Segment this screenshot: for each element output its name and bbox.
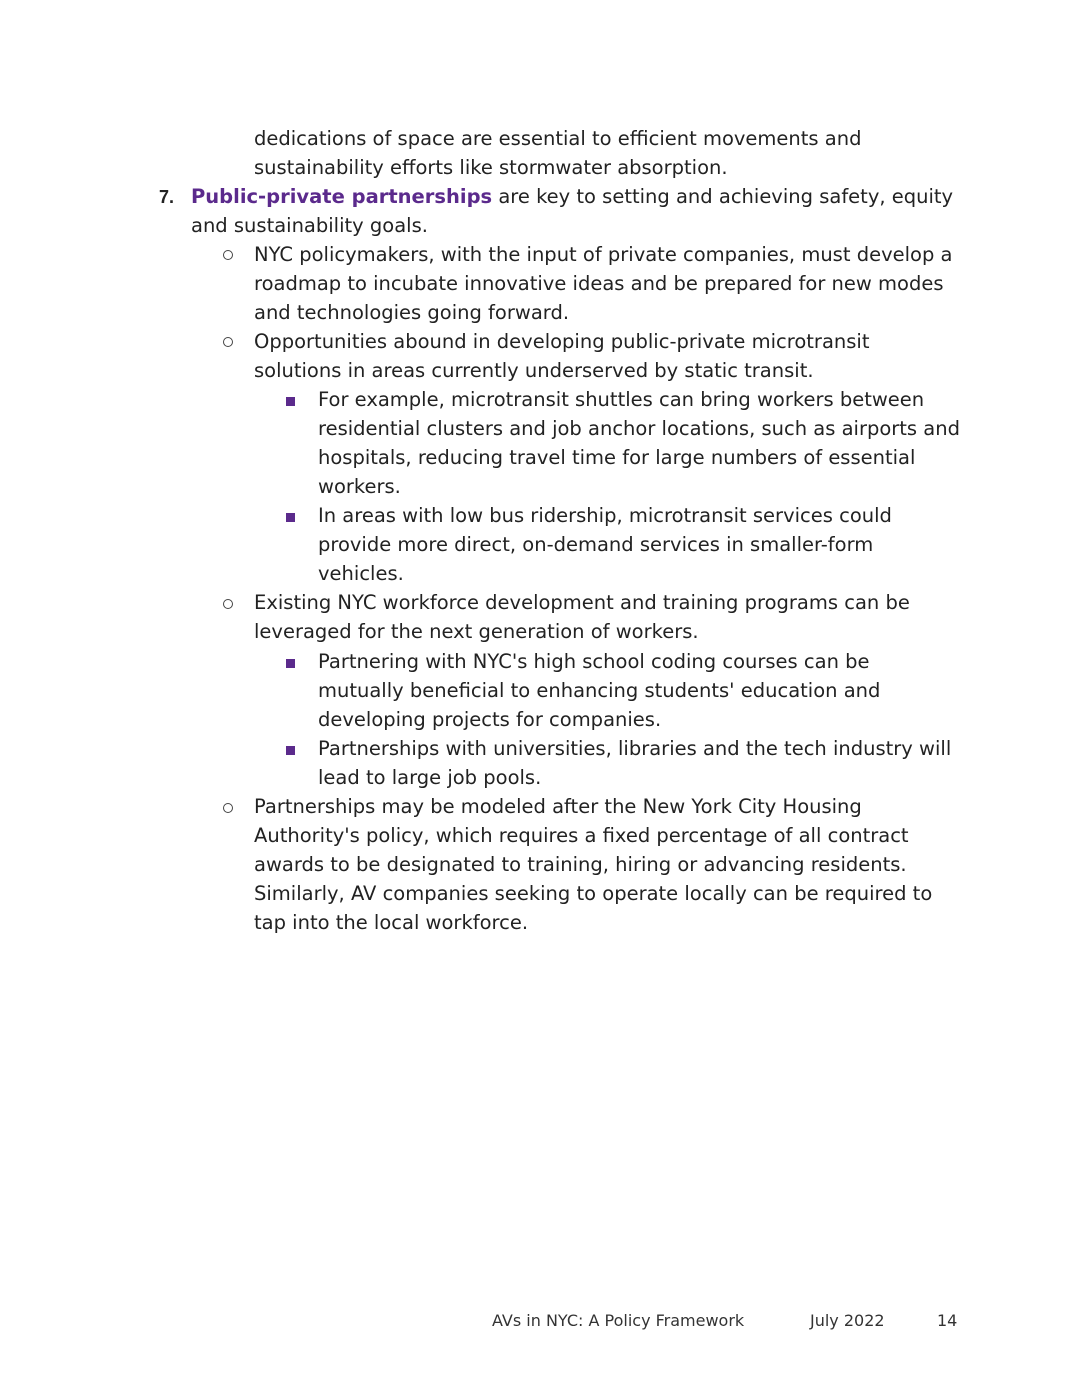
bullet-2-line-1: Opportunities abound in developing public-private microtransit <box>254 330 870 353</box>
bullet-1-line-1: NYC policymakers, with the input of private companies, must develop a <box>254 243 953 266</box>
square-bullet-icon <box>286 746 295 755</box>
circle-bullet-icon <box>223 599 233 609</box>
carryover-line-2: sustainability efforts like stormwater absorption. <box>254 156 728 179</box>
bullet-3-line-1: Existing NYC workforce development and training programs can be <box>254 591 910 614</box>
sub-bullet-2-1-line-1: For example, microtransit shuttles can bring workers between <box>318 388 925 411</box>
sub-bullet-2-1-line-4: workers. <box>318 475 401 498</box>
item-7-line-1 <box>191 182 953 211</box>
sub-bullet-2-1-line-3: hospitals, reducing travel time for large numbers of essential <box>318 446 916 469</box>
bullet-4-line-4: Similarly, AV companies seeking to operate locally can be required to <box>254 882 933 905</box>
square-bullet-icon <box>286 513 295 522</box>
circle-bullet-icon <box>223 803 233 813</box>
bullet-1-line-2: roadmap to incubate innovative ideas and be prepared for new modes <box>254 272 944 295</box>
carryover-line-1: dedications of space are essential to efficient movements and <box>254 127 862 150</box>
item-7-rest: are key to setting and achieving safety, equity <box>492 185 954 208</box>
sub-bullet-2-1-line-2: residential clusters and job anchor locations, such as airports and <box>318 417 960 440</box>
circle-bullet-icon <box>223 250 233 260</box>
footer-date: July 2022 <box>810 1311 885 1330</box>
bullet-4-line-1: Partnerships may be modeled after the New York City Housing <box>254 795 862 818</box>
item-7-line-2: and sustainability goals. <box>191 214 428 237</box>
sub-bullet-2-2-line-3: vehicles. <box>318 562 404 585</box>
bullet-3-line-2: leveraged for the next generation of workers. <box>254 620 699 643</box>
sub-bullet-2-2-line-2: provide more direct, on-demand services in smaller-form <box>318 533 874 556</box>
bullet-4-line-5: tap into the local workforce. <box>254 911 529 934</box>
bullet-4-line-3: awards to be designated to training, hiring or advancing residents. <box>254 853 907 876</box>
circle-bullet-icon <box>223 337 233 347</box>
sub-bullet-3-2-line-2: lead to large job pools. <box>318 766 542 789</box>
footer-page-number: 14 <box>937 1311 958 1330</box>
sub-bullet-3-1-line-2: mutually beneficial to enhancing students' education and <box>318 679 881 702</box>
sub-bullet-3-1-line-3: developing projects for companies. <box>318 708 662 731</box>
square-bullet-icon <box>286 659 295 668</box>
bullet-2-line-2: solutions in areas currently underserved by static transit. <box>254 359 814 382</box>
square-bullet-icon <box>286 397 295 406</box>
footer-title: AVs in NYC: A Policy Framework <box>492 1311 745 1330</box>
item-7-highlight: Public-private partnerships <box>191 185 493 208</box>
sub-bullet-2-2-line-1: In areas with low bus ridership, microtransit services could <box>318 504 892 527</box>
sub-bullet-3-2-line-1: Partnerships with universities, libraries and the tech industry will <box>318 737 952 760</box>
bullet-1-line-3: and technologies going forward. <box>254 301 570 324</box>
sub-bullet-3-1-line-1: Partnering with NYC's high school coding courses can be <box>318 650 870 673</box>
list-item-number: 7. <box>159 187 175 207</box>
bullet-4-line-2: Authority's policy, which requires a fixed percentage of all contract <box>254 824 909 847</box>
